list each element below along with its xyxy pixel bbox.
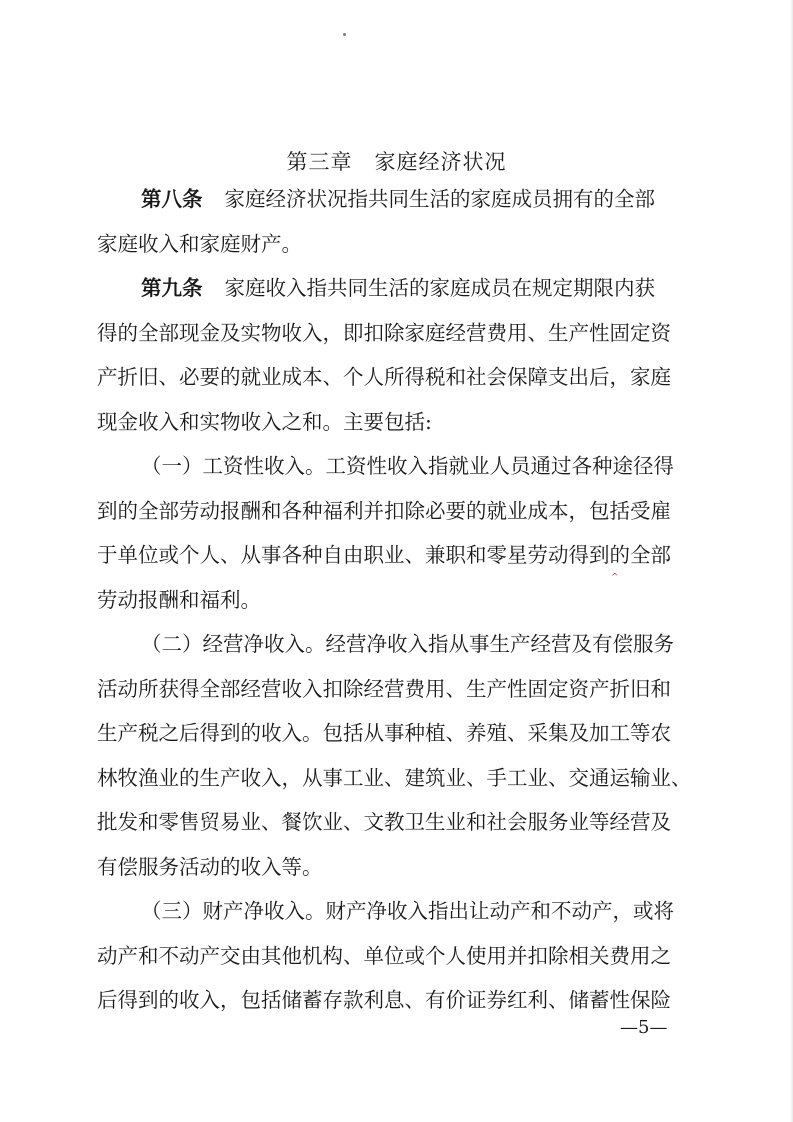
text-line: 劳动报酬和福利。: [97, 588, 261, 612]
text-line: 到的全部劳动报酬和各种福利并扣除必要的就业成本，包括受雇: [97, 499, 671, 523]
text-line: （二）经营净收入。经营净收入指从事生产经营及有偿服务: [141, 632, 674, 656]
article-9-first-line: [141, 274, 655, 302]
text-line: 家庭经济状况指共同生活的家庭成员拥有的全部: [224, 187, 655, 211]
text-line: 有偿服务活动的收入等。: [97, 855, 323, 879]
text-line: 动产和不动产交由其他机构、单位或个人使用并扣除相关费用之: [97, 944, 671, 968]
article-9-label: 第九条: [141, 276, 203, 300]
text-line: 得的全部现金及实物收入，即扣除家庭经营费用、生产性固定资: [97, 321, 671, 345]
text-line: 于单位或个人、从事各种自由职业、兼职和零星劳动得到的全部: [97, 543, 671, 567]
scan-speck: [343, 33, 346, 36]
text-line: 家庭收入和家庭财产。: [97, 232, 302, 256]
text-line: 林牧渔业的生产收入，从事工业、建筑业、手工业、交通运输业、: [97, 766, 692, 790]
article-8-first-line: [141, 185, 655, 213]
text-line: 批发和零售贸易业、餐饮业、文教卫生业和社会服务业等经营及: [97, 810, 671, 834]
text-line: 产折旧、必要的就业成本、个人所得税和社会保障支出后，家庭: [97, 365, 671, 389]
text-line: 生产税之后得到的收入。包括从事种植、养殖、采集及加工等农: [97, 721, 671, 745]
text-line: （三）财产净收入。财产净收入指出让动产和不动产，或将: [141, 899, 674, 923]
text-line: 后得到的收入，包括储蓄存款利息、有价证券红利、储蓄性保险: [97, 988, 671, 1012]
article-8-label: 第八条: [141, 187, 203, 211]
chapter-title: 第三章 家庭经济状况: [286, 150, 507, 174]
text-line: 现金收入和实物收入之和。主要包括:: [97, 410, 432, 434]
red-caret-mark: ^: [611, 573, 619, 583]
text-line: 活动所获得全部经营收入扣除经营费用、生产性固定资产折旧和: [97, 677, 671, 701]
text-line: 家庭收入指共同生活的家庭成员在规定期限内获: [224, 276, 655, 300]
page-number: —5—: [620, 1017, 668, 1038]
text-line: （一）工资性收入。工资性收入指就业人员通过各种途径得: [141, 454, 674, 478]
